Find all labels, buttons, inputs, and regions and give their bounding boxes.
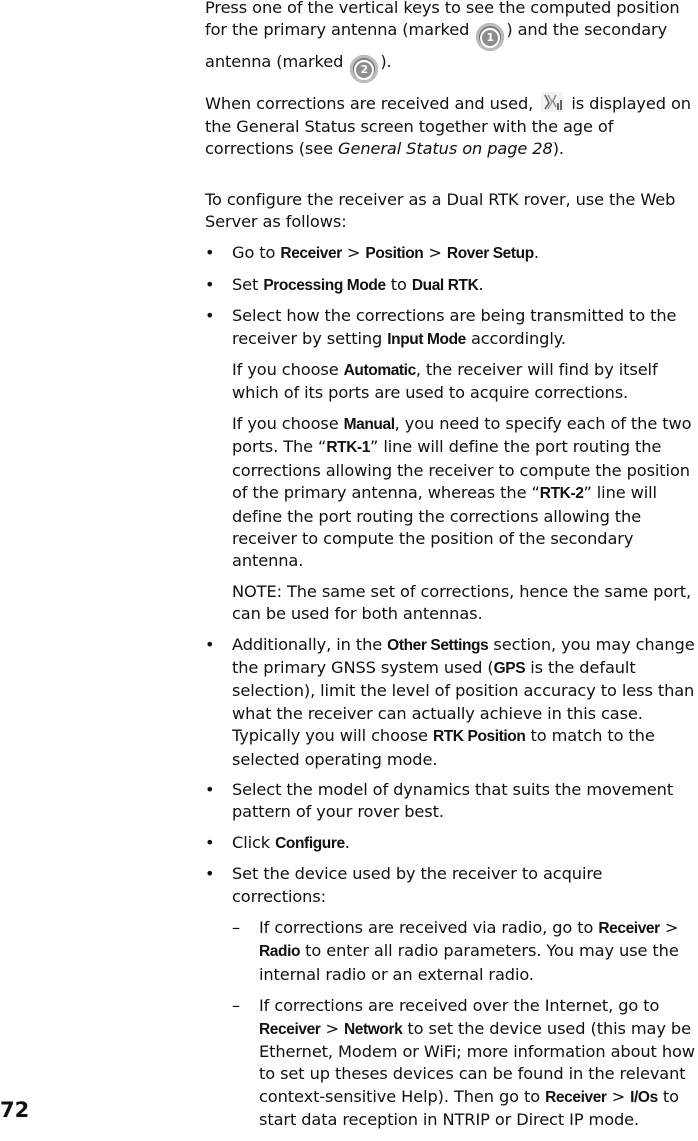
step-dynamics-model: • Select the model of dynamics that suits the movement pattern of your rover best. [205,779,674,822]
correction-device-sublist [232,917,695,1132]
lead-paragraph: To configure the receiver as a Dual RTK rover, use the Web Server as follows: [205,189,676,232]
intro-paragraph-antennas: Press one of the vertical keys to see the computed position for the primary antenna (marked 1 ) and the secondary antenna (marked 2 ). [205,0,695,83]
automatic-mode-paragraph: If you choose Automatic, the receiver will find by itself which of its ports are used to acquire corrections. [232,360,658,403]
step-other-settings: • Additionally, in the Other Settings section, you may change the primary GNSS system used (GPS is the default selection), limit the level of position accuracy to less than what the receiver can actually achieve in this case. Typically you will choose RTK Position to match to the selected operating mode. [205,634,695,769]
step-go-to-rover-setup: • Go to Receiver > Position > Rover Setup. [205,243,539,263]
internet-option-item: – If corrections are received over the Internet, go to Receiver > Network to set the device used (this may be Ethernet, Modem or WiFi; more information about how to set up theses devices can be found in the relevant context-sensitive Help). Then go to Receiver > I/Os to start data reception in NTRIP or Direct IP mode. [232,996,695,1130]
rtk-corrections-icon [541,92,563,112]
step-click-configure: • Click Configure. [205,832,350,852]
configuration-steps-list [205,242,695,1131]
general-status-reference: General Status on page 28 [338,139,553,159]
radio-option-item: – If corrections are received via radio, go to Receiver > Radio to enter all radio parameters. You may use the internal radio or an external radio. [232,918,679,984]
page-number: 72 [0,1098,30,1122]
step-select-input-mode: • Select how the corrections are being transmitted to the receiver by setting Input Mode accordingly. If you choose Automatic, the receiver will find by itself which of its ports are used to acquire corrections. If you choose Manual, you need to specify each of the two ports. The “RTK-1” line will define the port routing the corrections allowing the receiver to compute the position of the primary antenna, whereas the “RTK-2” line will define the port routing the corrections allowing the receiver to compute the position of the secondary antenna. NOTE: The same set of corrections, hence the same port, can be used for both antennas. [205,305,695,625]
intro-paragraph-corrections: When corrections are received and used, is displayed on the General Status screen together with the age of corrections (see General Status on page 28). [205,94,691,159]
primary-antenna-1-icon: 1 [476,23,504,51]
manual-mode-paragraph: If you choose Manual, you need to specify each of the two ports. The “RTK-1” line will define the port routing the corrections allowing the receiver to compute the position of the primary antenna, whereas the “RTK-2” line will define the port routing the corrections allowing the receiver to compute the position of the secondary antenna. [232,413,692,571]
note-paragraph: NOTE: The same set of corrections, hence the same port, can be used for both antennas. [232,581,691,624]
step-set-correction-device: • Set the device used by the receiver to acquire corrections: – If corrections are received via radio, go to Receiver > Radio to enter all radio parameters. You may use the internal radio or an external radio. – If corrections are received over the Internet, go to Receiver > Network to set the device used (this may be Ethernet, Modem or WiFi; more information about how to set up theses devices can be found in the relevant context-sensitive Help). Then go to Receiver > I/Os to start data reception in NTRIP or Direct IP mode. [205,863,695,1131]
secondary-antenna-2-icon: 2 [350,55,378,83]
page-content [205,0,695,1141]
step-set-processing-mode: • Set Processing Mode to Dual RTK. [205,274,484,294]
